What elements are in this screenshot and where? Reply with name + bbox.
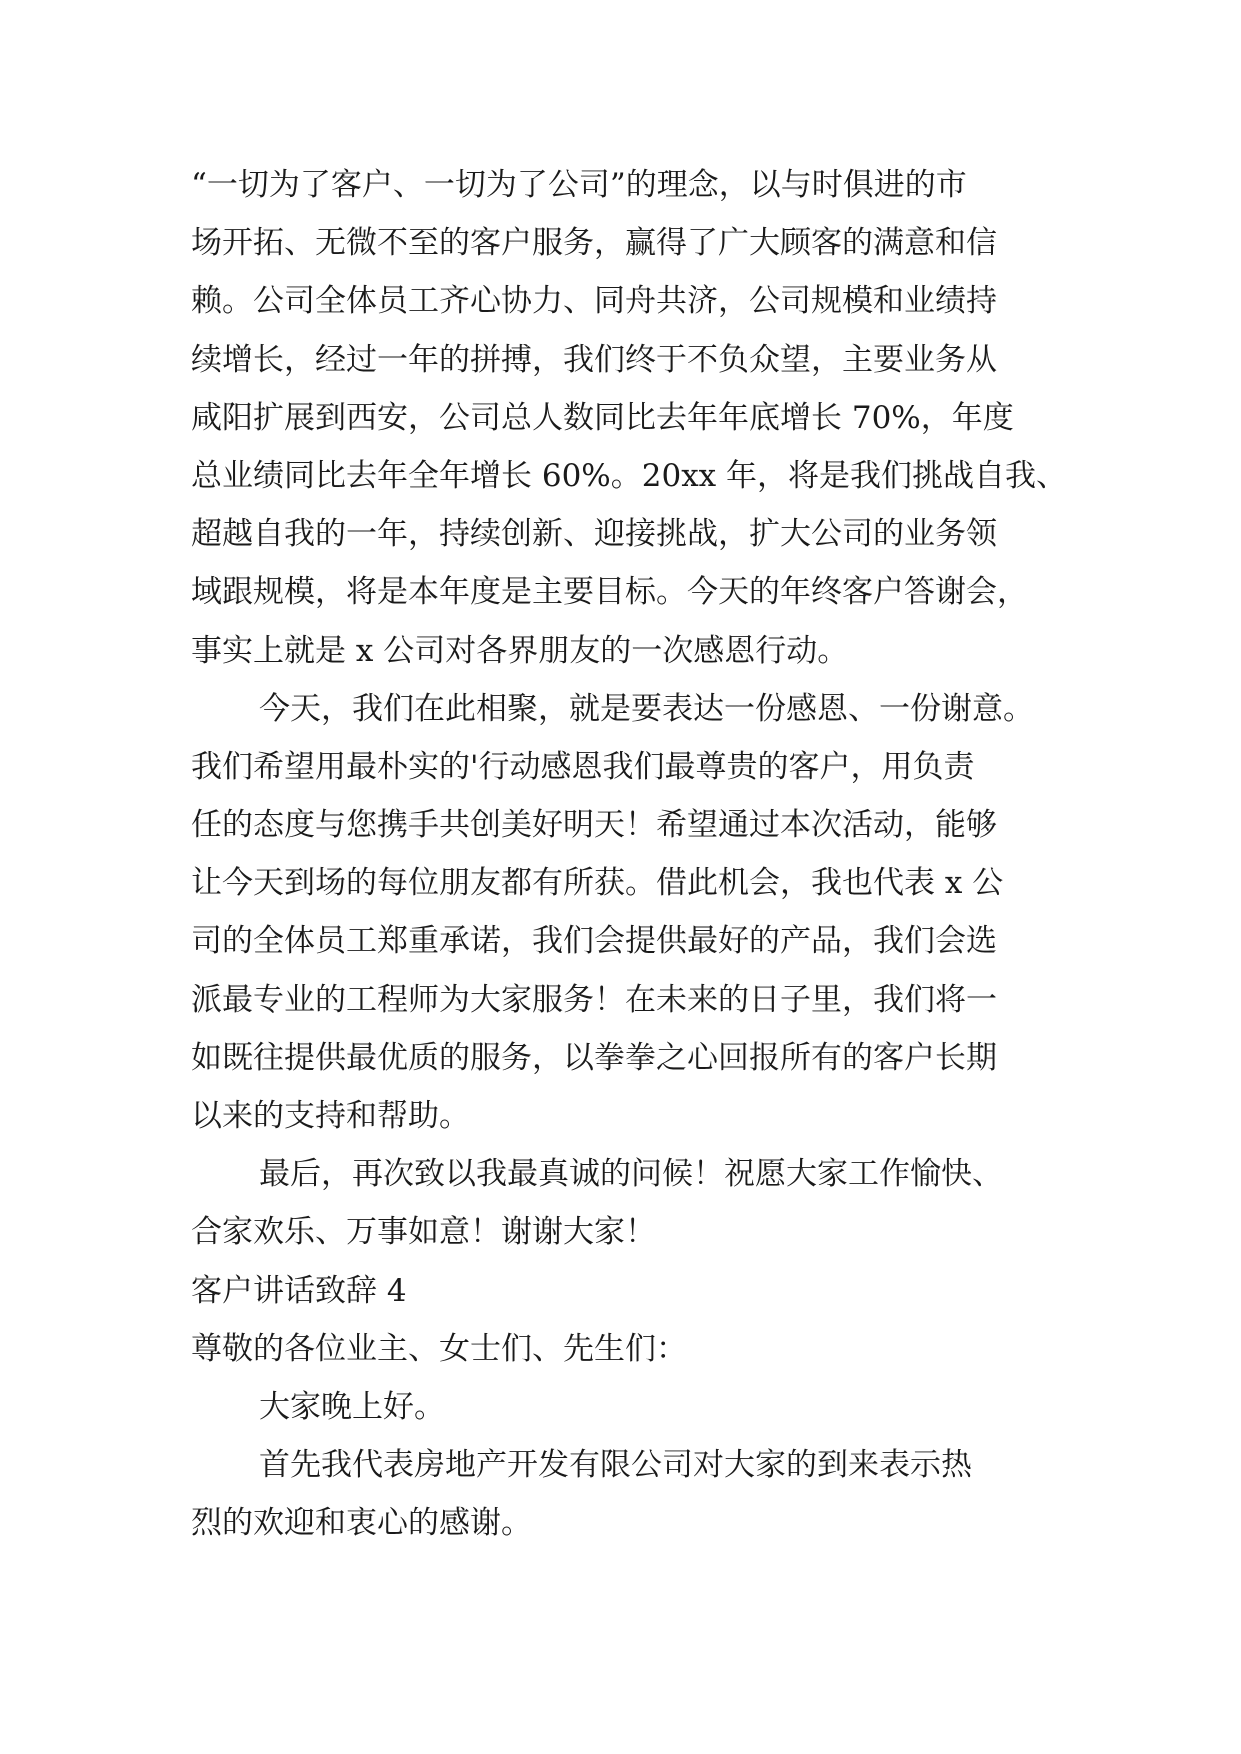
text-line: 事实上就是 x 公司对各界朋友的一次感恩行动。 <box>191 632 849 669</box>
text-line: 让今天到场的每位朋友都有所获。借此机会，我也代表 x 公 <box>191 865 1004 902</box>
text-line: 派最专业的工程师为大家服务！在未来的日子里，我们将一 <box>191 981 997 1018</box>
text-line: 我们希望用最朴实的'行动感恩我们最尊贵的客户，用负责 <box>191 748 975 785</box>
text-line: 首先我代表房地产开发有限公司对大家的到来表示热 <box>259 1447 972 1484</box>
text-line: 咸阳扩展到西安，公司总人数同比去年年底增长 70%，年度 <box>191 399 1014 436</box>
text-line: 任的态度与您携手共创美好明天！希望通过本次活动，能够 <box>191 807 997 844</box>
text-line: 最后，再次致以我最真诚的问候！祝愿大家工作愉快、 <box>259 1156 1003 1193</box>
document-body <box>191 156 1071 1553</box>
text-line: 烈的欢迎和衷心的感谢。 <box>191 1505 532 1542</box>
text-line: 域跟规模，将是本年度是主要目标。今天的年终客户答谢会， <box>191 574 1028 611</box>
text-line: 续增长，经过一年的拼搏，我们终于不负众望，主要业务从 <box>191 341 997 378</box>
section-heading: 客户讲话致辞 4 <box>191 1272 407 1309</box>
text-line: 总业绩同比去年全年增长 60%。20xx 年，将是我们挑战自我、 <box>191 457 1068 494</box>
text-line: 合家欢乐、万事如意！谢谢大家！ <box>191 1214 656 1251</box>
text-line: 场开拓、无微不至的客户服务，赢得了广大顾客的满意和信 <box>191 225 997 262</box>
text-line: “一切为了客户、一切为了公司”的理念，以与时俱进的市 <box>191 167 967 203</box>
salutation: 尊敬的各位业主、女士们、先生们： <box>191 1330 687 1367</box>
text-line: 赖。公司全体员工齐心协力、同舟共济，公司规模和业绩持 <box>191 283 997 320</box>
text-line: 以来的支持和帮助。 <box>191 1098 470 1134</box>
text-line: 大家晚上好。 <box>259 1388 445 1425</box>
text-line: 超越自我的一年，持续创新、迎接挑战，扩大公司的业务领 <box>191 516 997 553</box>
text-line: 司的全体员工郑重承诺，我们会提供最好的产品，我们会选 <box>191 923 997 960</box>
text-line: 今天，我们在此相聚，就是要表达一份感恩、一份谢意。 <box>259 690 1034 727</box>
text-line: 如既往提供最优质的服务，以拳拳之心回报所有的客户长期 <box>191 1039 997 1076</box>
